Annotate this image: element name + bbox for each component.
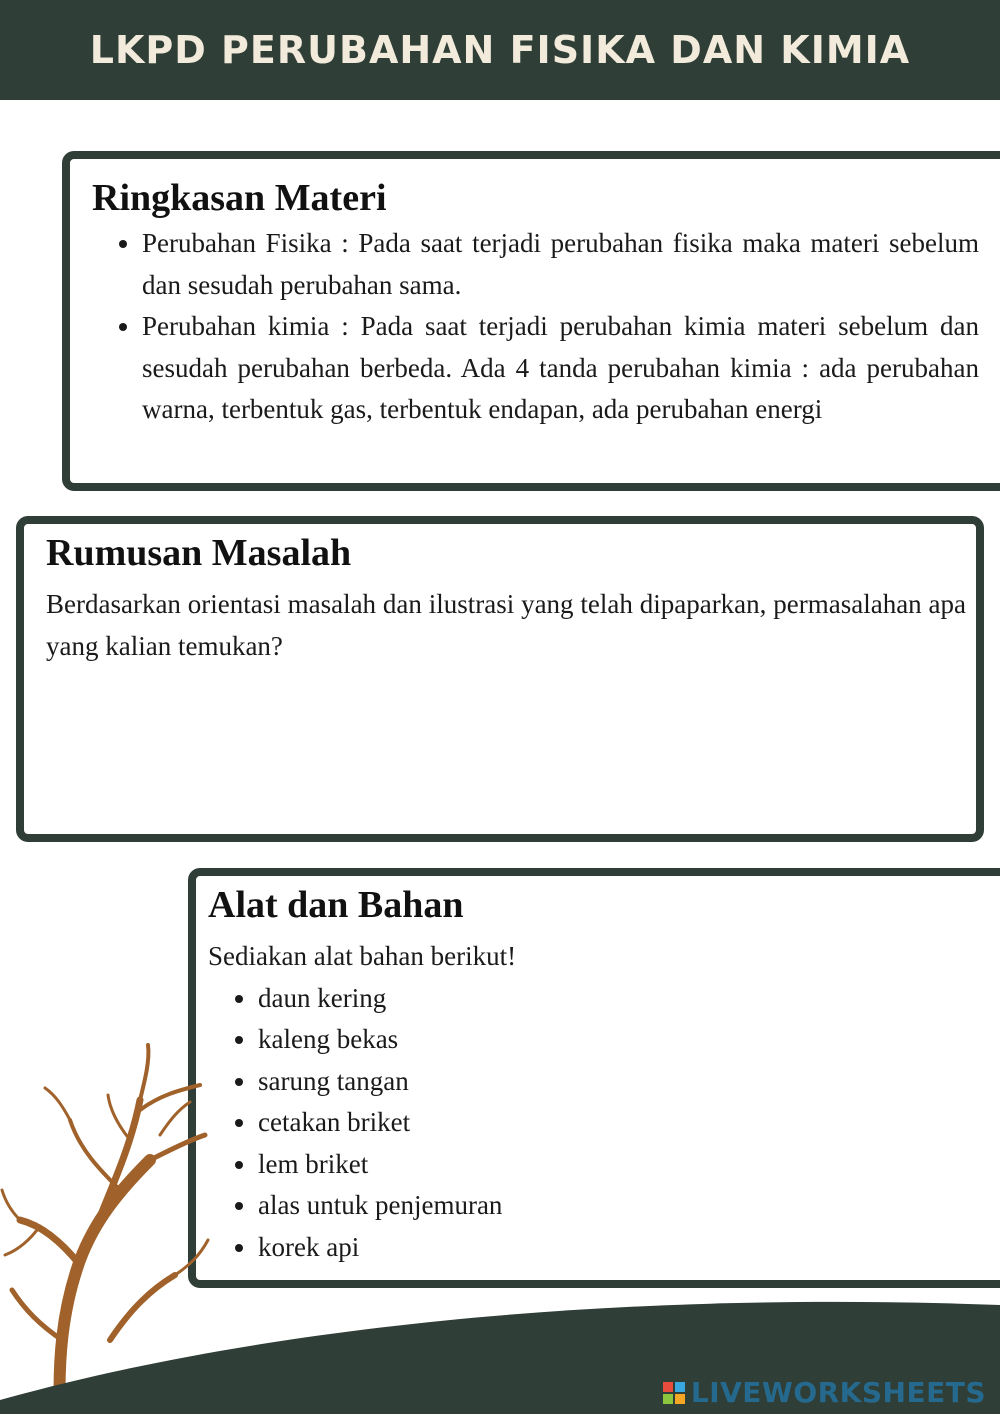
materials-box	[188, 868, 1000, 1288]
problem-title: Rumusan Masalah	[46, 532, 352, 574]
page-title: LKPD PERUBAHAN FISIKA DAN KIMIA	[89, 28, 911, 72]
watermark-text: LIVEWORKSHEETS	[690, 1376, 986, 1409]
summary-title: Ringkasan Materi	[92, 177, 387, 219]
page-header	[0, 0, 1000, 100]
problem-box[interactable]	[16, 516, 984, 842]
materials-title: Alat dan Bahan	[208, 884, 464, 926]
materials-list	[208, 978, 984, 1269]
list-item: • daun kering	[258, 978, 984, 1020]
liveworksheets-watermark	[663, 1376, 986, 1409]
liveworksheets-logo-icon	[663, 1382, 685, 1404]
list-item: • cetakan briket	[258, 1102, 984, 1144]
list-item: • Perubahan Fisika : Pada saat terjadi perubahan fisika maka materi sebelum dan sesudah perubahan sama.	[142, 223, 979, 306]
problem-question: Berdasarkan orientasi masalah dan ilustrasi yang telah dipaparkan, permasalahan apa yang kalian temukan?	[46, 589, 966, 661]
list-item: • kaleng bekas	[258, 1019, 984, 1061]
list-item: • Perubahan kimia : Pada saat terjadi perubahan kimia materi sebelum dan sesudah perubahan berbeda. Ada 4 tanda perubahan kimia : ada perubahan warna, terbentuk gas, terbentuk endapan, ada perubahan energi	[142, 306, 979, 431]
summary-box	[62, 151, 1000, 491]
list-item: • lem briket	[258, 1144, 984, 1186]
list-item: • alas untuk penjemuran	[258, 1185, 984, 1227]
list-item: • sarung tangan	[258, 1061, 984, 1103]
summary-list	[92, 223, 979, 431]
materials-intro: Sediakan alat bahan berikut!	[208, 941, 517, 971]
list-item: • korek api	[258, 1227, 984, 1269]
